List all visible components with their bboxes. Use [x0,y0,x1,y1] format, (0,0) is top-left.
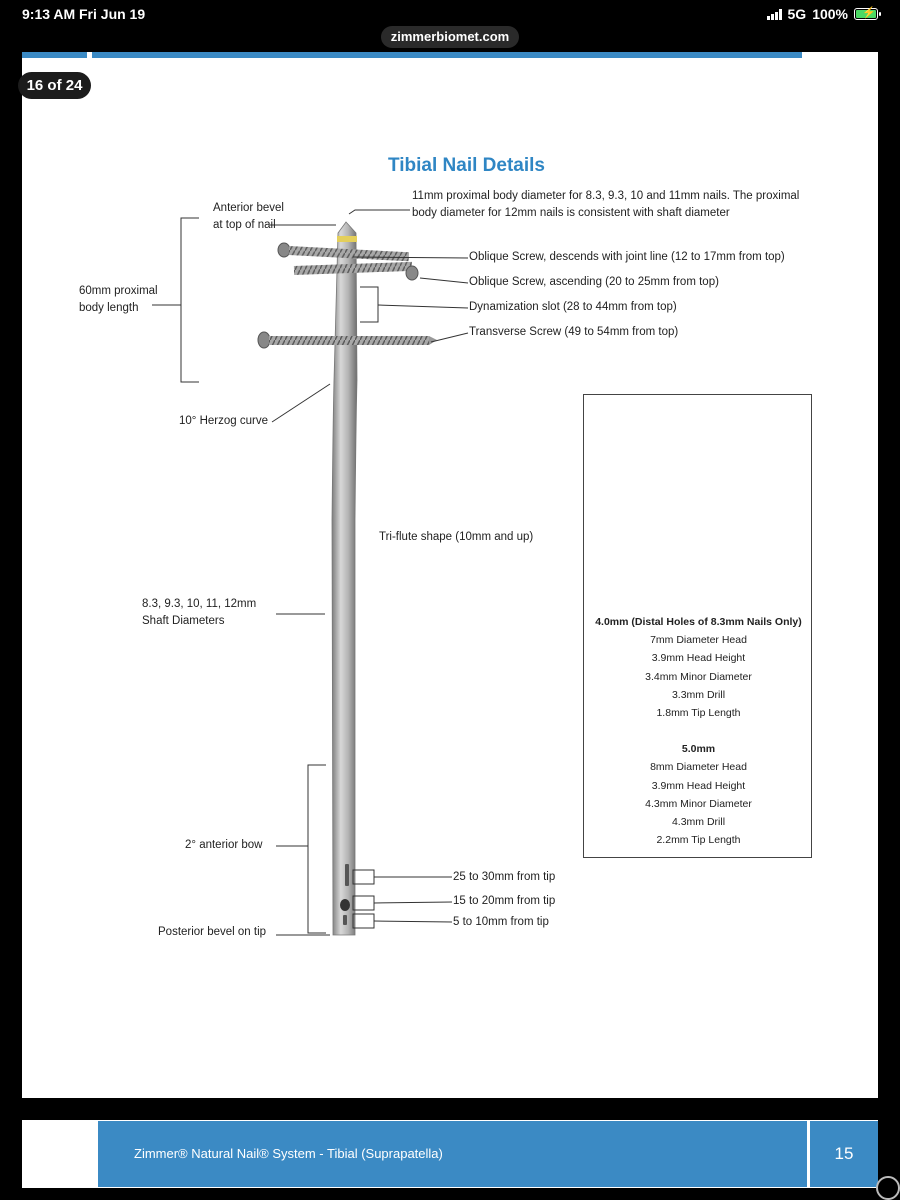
label-transverse-screw: Transverse Screw (49 to 54mm from top) [469,326,679,338]
screw-spec-box [583,394,812,858]
status-date: Fri Jun 19 [79,6,146,22]
page-title: Tibial Nail Details [388,155,545,176]
label-tip-25-30: 25 to 30mm from tip [453,871,556,883]
spec-heading-40: 4.0mm (Distal Holes of 8.3mm Nails Only) [595,616,802,628]
footer-text: Zimmer® Natural Nail® System - Tibial (Suprapatella) [134,1146,443,1161]
label-line: body length [79,302,139,314]
label-proximal-diameter [412,188,799,222]
label-tip-5-10: 5 to 10mm from tip [453,916,549,928]
label-line: body diameter for 12mm nails is consistent with shaft diameter [412,207,730,219]
label-line: 8.3, 9.3, 10, 11, 12mm [142,598,257,610]
network-label: 5G [787,6,807,22]
label-tip-15-20: 15 to 20mm from tip [453,895,556,907]
spec-item: 4.3mm Minor Diameter [645,797,752,810]
spec-item: 4.3mm Drill [671,815,726,828]
spec-heading-50: 5.0mm [681,743,716,756]
label-herzog-curve: 10° Herzog curve [179,415,268,427]
screw-specs [584,613,813,849]
label-line: Shaft Diameters [142,615,225,627]
label-posterior-bevel: Posterior bevel on tip [158,926,267,938]
label-line: 60mm proximal [79,285,158,297]
label-oblique-descending: Oblique Screw, descends with joint line (12 to 17mm from top) [469,251,785,263]
battery-icon: ⚡ [854,8,878,20]
corner-handle-icon[interactable] [876,1176,900,1200]
spec-item: 3.4mm Minor Diameter [645,670,752,683]
page-counter: 16 of 24 [18,72,91,99]
url-pill[interactable]: zimmerbiomet.com [381,26,519,48]
label-line: 11mm proximal body diameter for 8.3, 9.3, 10 and 11mm nails. The proximal [412,190,800,202]
spec-item: 3.3mm Drill [671,688,726,701]
spec-item: 3.9mm Head Height [651,779,746,792]
spec-item: 7mm Diameter Head [650,634,747,647]
nail-image [332,222,357,935]
label-shaft-diameters [142,596,256,630]
label-anterior-bevel [213,200,284,234]
spec-item: 8mm Diameter Head [650,761,747,774]
footer-page-number: 15 [810,1121,878,1187]
label-proximal-length [79,283,158,317]
callout-lines [152,210,468,935]
label-line: at top of nail [213,219,276,231]
label-anterior-bow: 2° anterior bow [185,839,263,851]
spec-item: 2.2mm Tip Length [656,834,741,847]
label-line: Anterior bevel [213,202,284,214]
spec-item: 3.9mm Head Height [651,652,746,665]
label-oblique-ascending: Oblique Screw, ascending (20 to 25mm from top) [469,276,719,288]
spec-item: 1.8mm Tip Length [656,706,741,719]
battery-label: 100% [812,6,848,22]
status-time: 9:13 AM [22,6,76,22]
footer-bar [98,1121,807,1187]
label-dynamization-slot: Dynamization slot (28 to 44mm from top) [469,301,677,313]
label-triflute: Tri-flute shape (10mm and up) [379,531,534,543]
